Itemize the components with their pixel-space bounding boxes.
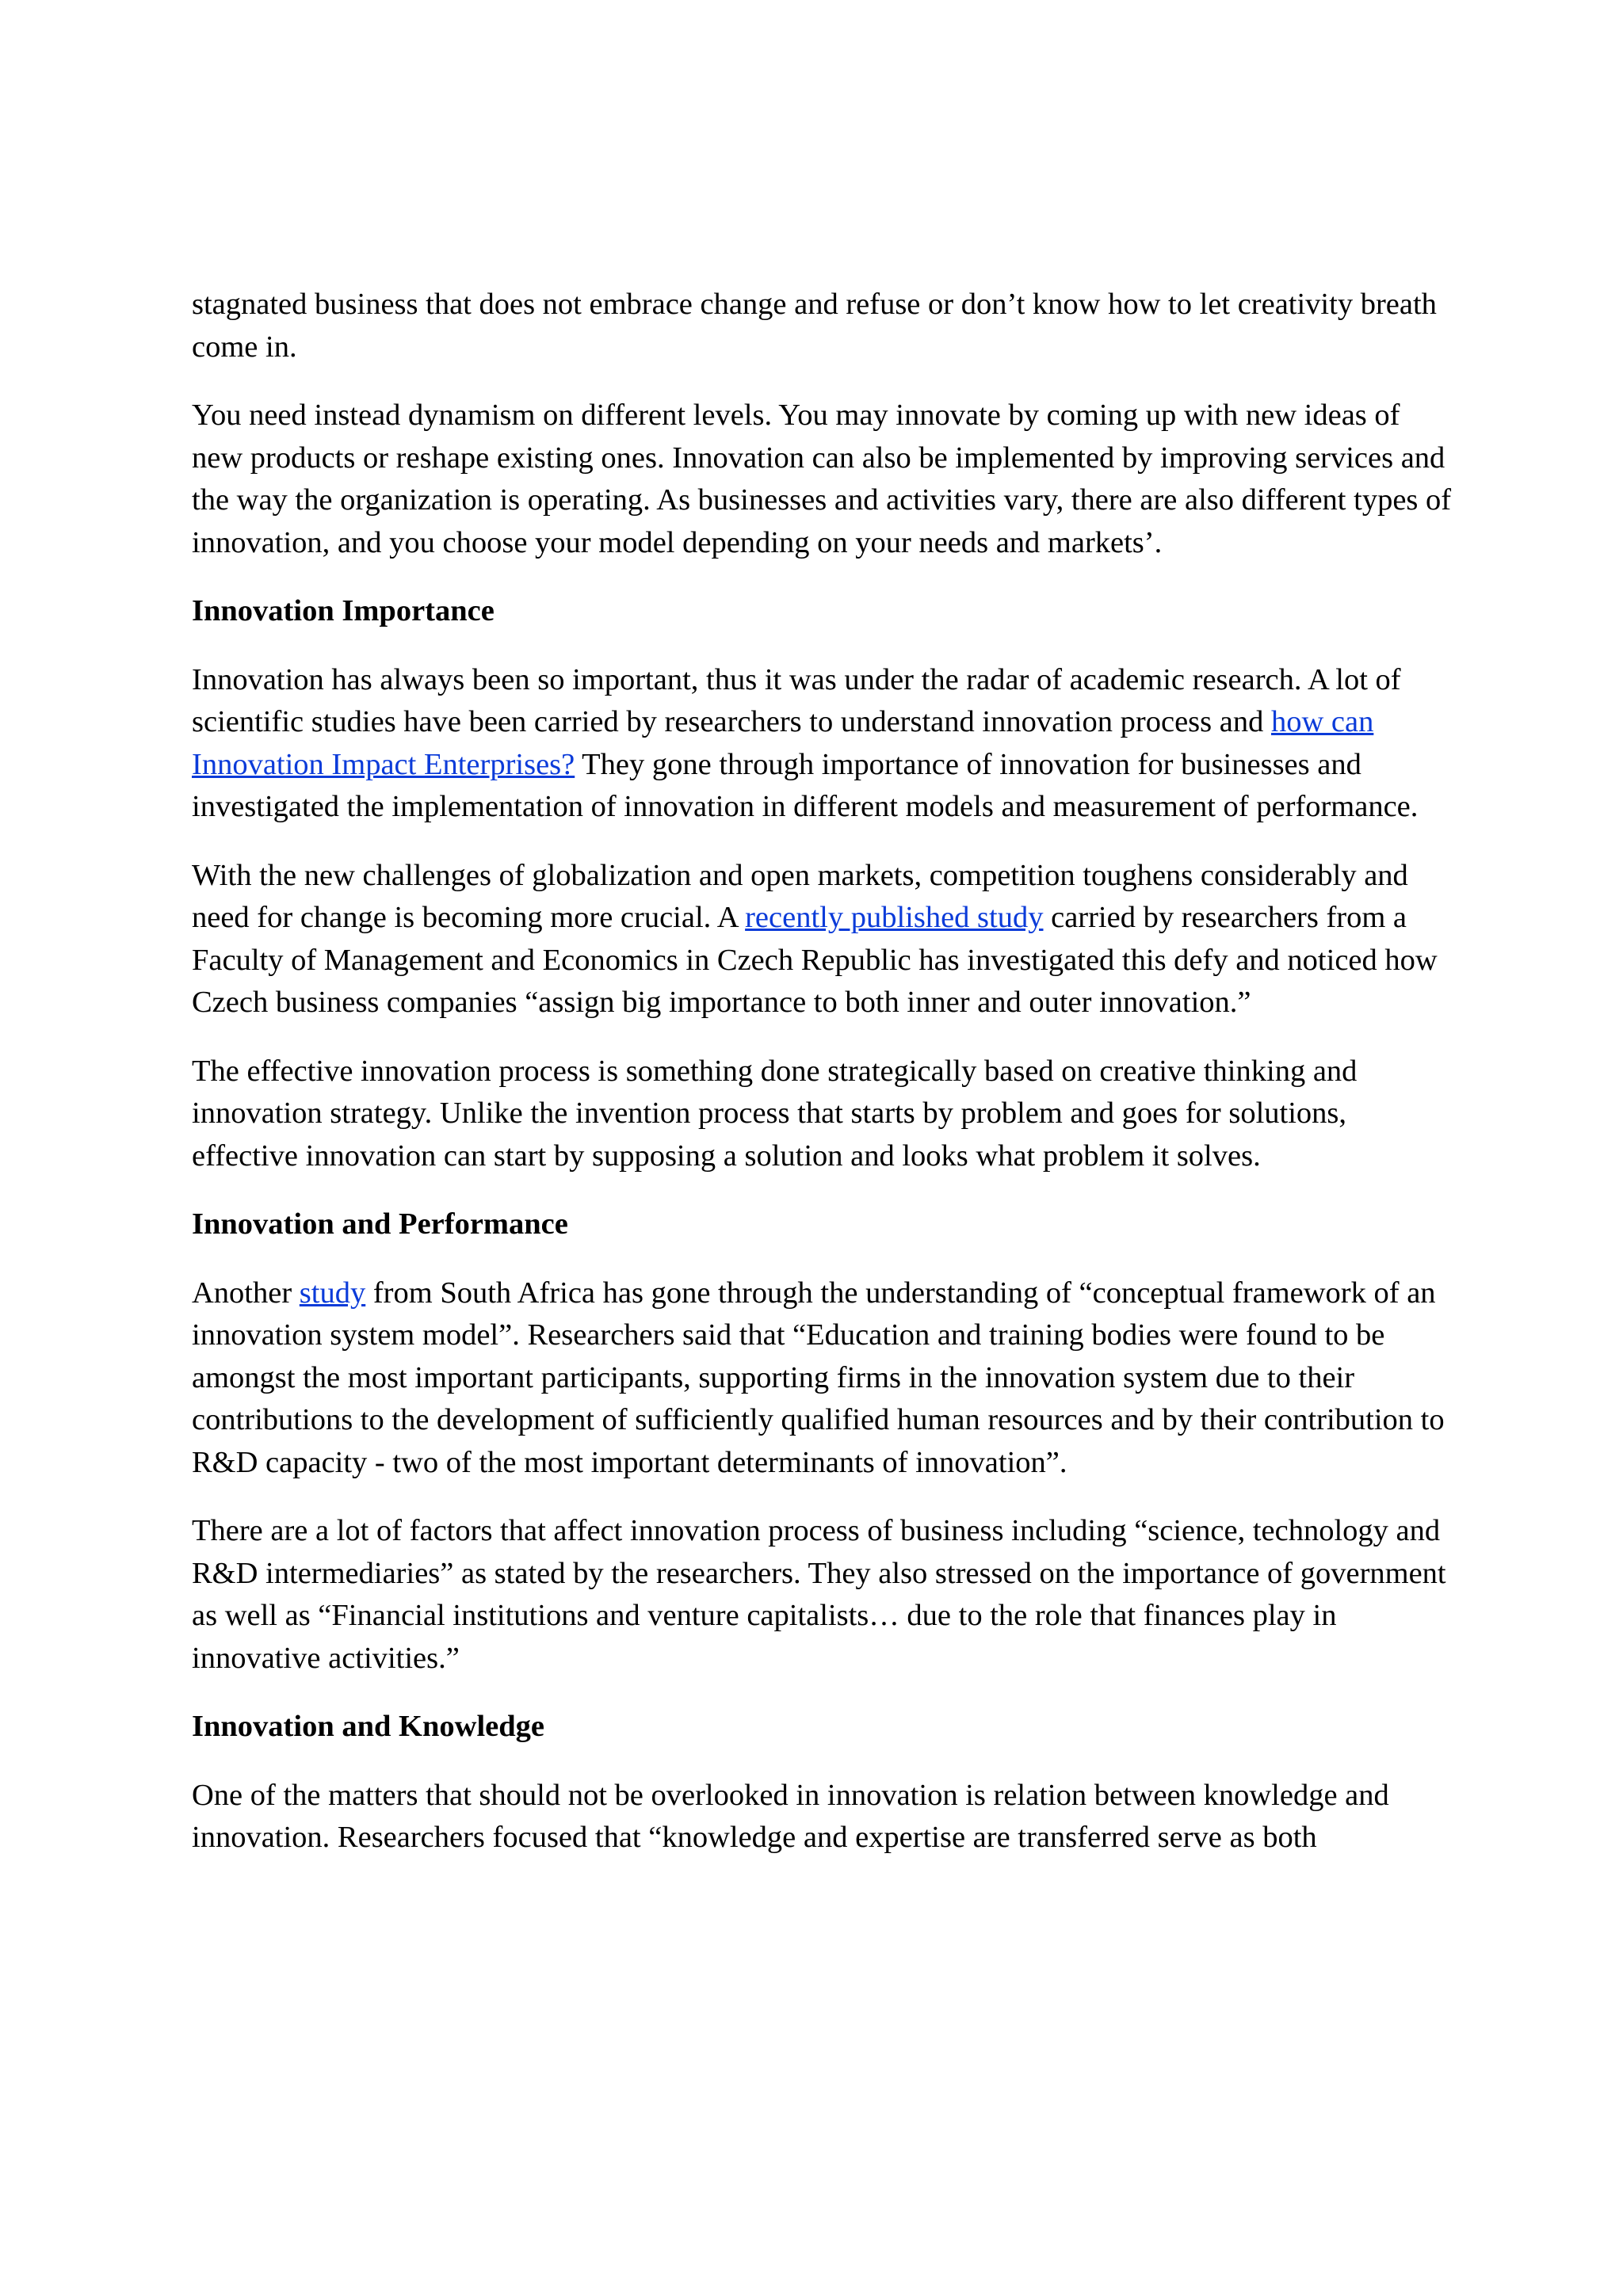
- paragraph-south-africa-study: [192, 1272, 1452, 1485]
- paragraph-factors: There are a lot of factors that affect innovation process of business including “science, technology and R&D intermediaries” as stated by the researchers. They also stressed on the importance of government as well as “Financial institutions and venture capitalists… due to the role that finances play in innovative activities.”: [192, 1514, 1446, 1675]
- document-body: [192, 284, 1452, 1886]
- paragraph-stagnated-business: stagnated business that does not embrace change and refuse or don’t know how to let creativity breath come in.: [192, 288, 1437, 364]
- heading-innovation-and-knowledge: Innovation and Knowledge: [192, 1710, 545, 1743]
- link-innovation-impact-enterprises[interactable]: how can Innovation Impact Enterprises?: [192, 705, 1374, 781]
- paragraph-effective-innovation: The effective innovation process is something done strategically based on creative thinking and innovation strategy. Unlike the invention process that starts by problem and goes for solutions, effective innovation can start by supposing a solution and looks what problem it solves.: [192, 1054, 1358, 1173]
- paragraph-text: They gone through importance of innovation for businesses and investigated the implementation of innovation in different models and measurement of performance.: [192, 747, 1419, 823]
- paragraph-globalization: [192, 855, 1452, 1024]
- paragraph-academic-research: [192, 659, 1452, 829]
- paragraph-text: Another: [192, 1276, 300, 1310]
- paragraph-text: With the new challenges of globalization and open markets, competition toughens considerably and need for change is becoming more crucial. A: [192, 858, 1408, 934]
- paragraph-text: carried by researchers from a Faculty of Management and Economics in Czech Republic has investigated this defy and noticed how Czech business companies “assign big importance to both inner and outer innovation.”: [192, 901, 1438, 1019]
- link-recently-published-study[interactable]: recently published study: [745, 901, 1044, 934]
- paragraph-knowledge: One of the matters that should not be overlooked in innovation is relation between knowledge and innovation. Researchers focused that “knowledge and expertise are transferred serve as both: [192, 1778, 1389, 1854]
- paragraph-text: from South Africa has gone through the understanding of “conceptual framework of an innovation system model”. Researchers said that “Education and training bodies were found to be amongst the most important participants, supporting firms in the innovation system due to their contributions to the development of sufficiently qualified human resources and by their contribution to R&D capacity - two of the most important determinants of innovation”.: [192, 1276, 1445, 1479]
- heading-innovation-importance: Innovation Importance: [192, 594, 495, 627]
- heading-innovation-and-performance: Innovation and Performance: [192, 1207, 568, 1241]
- paragraph-dynamism: You need instead dynamism on different levels. You may innovate by coming up with new ideas of new products or reshape existing ones. Innovation can also be implemented by improving services and the way the organization is operating. As businesses and activities vary, there are also different types of innovation, and you choose your model depending on your needs and markets’.: [192, 399, 1452, 559]
- paragraph-text: Innovation has always been so important, thus it was under the radar of academic research. A lot of scientific studies have been carried by researchers to understand innovation process and: [192, 662, 1401, 738]
- link-study[interactable]: study: [299, 1276, 366, 1310]
